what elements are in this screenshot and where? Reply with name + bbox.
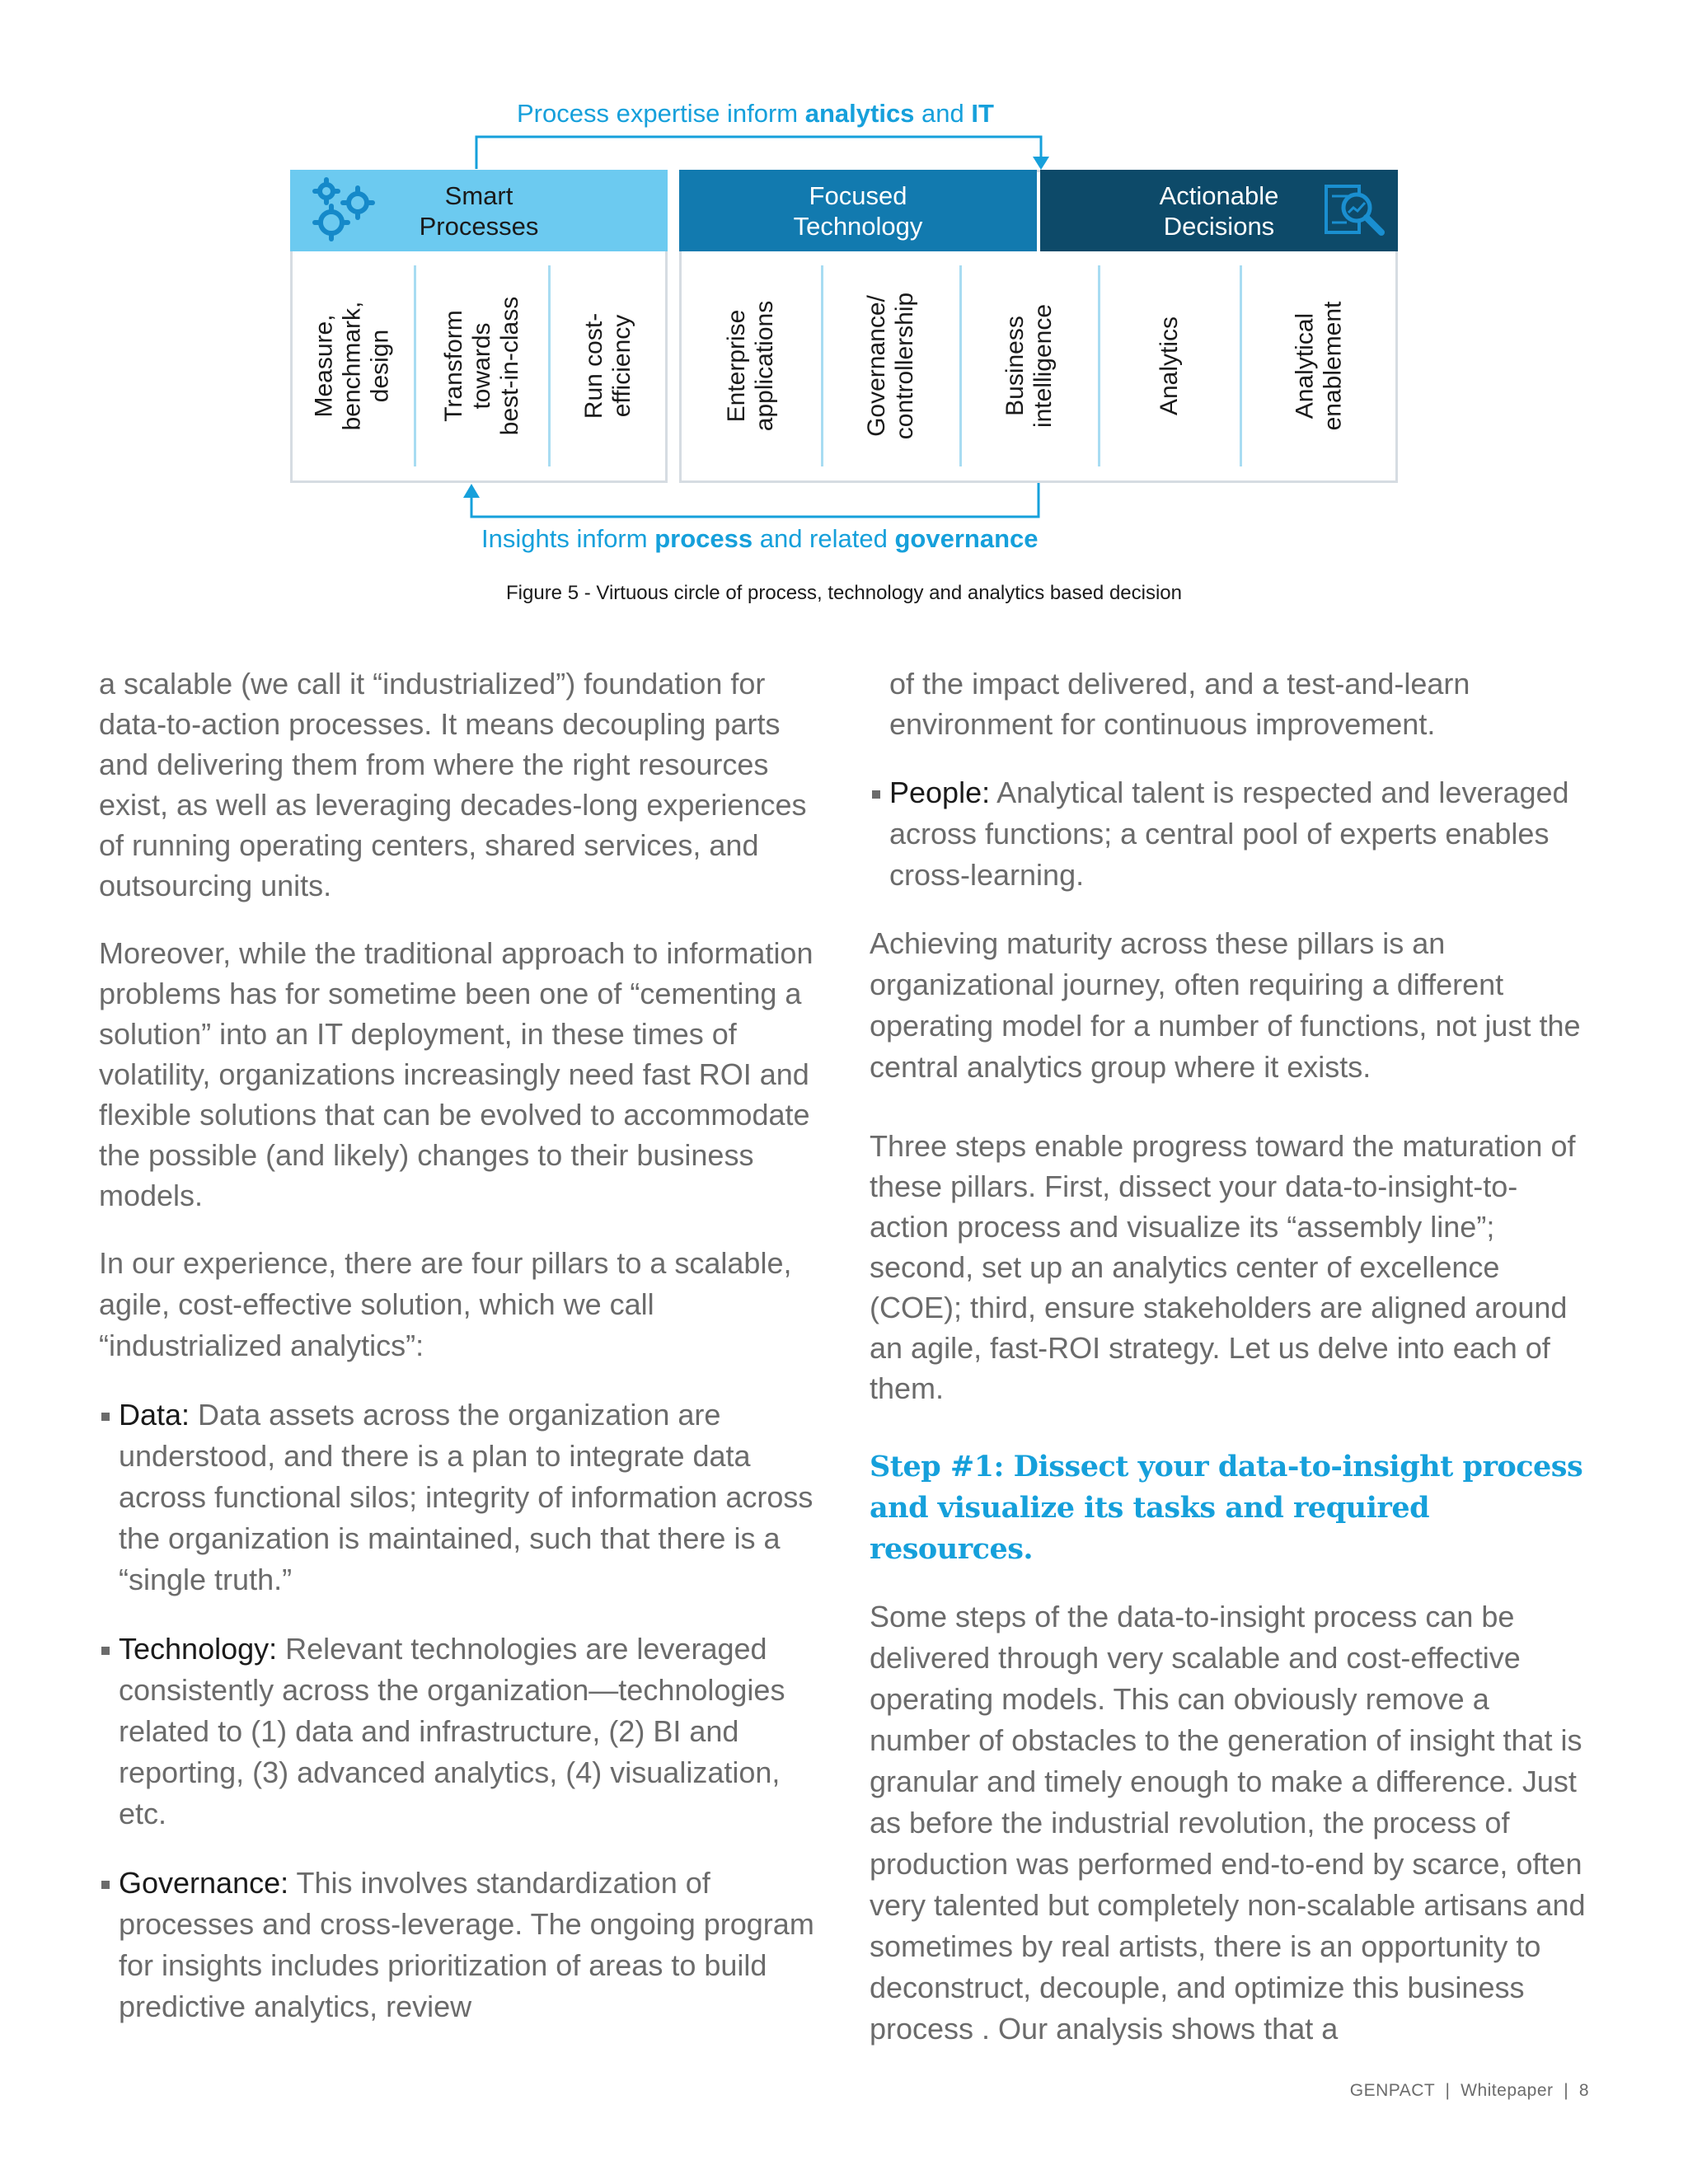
actionable-decisions-header: Actionable Decisions bbox=[1040, 170, 1398, 251]
paragraph-continued: of the impact delivered, and a test-and-learn environment for continuous improvement. bbox=[889, 667, 1470, 741]
paragraph: Moreover, while the traditional approach to information problems has for sometime been one of “cementing a solution” into an IT deployment, in these times of volatility, organizations increasingly need fast ROI and flexible solutions that can be evolved to accommodate the possible (and likely) changes to their business models. bbox=[99, 936, 814, 1212]
divider bbox=[414, 265, 416, 466]
bullet-text: Analytical talent is respected and leveraged across functions; a central pool of experts enables cross-learning. bbox=[889, 776, 1569, 892]
col-transform: Transform towards best-in-class bbox=[440, 296, 524, 436]
bullet-marker bbox=[101, 1647, 110, 1655]
bullet-marker bbox=[101, 1413, 110, 1421]
divider bbox=[1098, 265, 1100, 466]
bullet-data bbox=[99, 1394, 824, 1601]
bullet-term: Technology: bbox=[119, 1632, 278, 1666]
bullet-people bbox=[870, 772, 1595, 896]
col-measure: Measure, benchmark, design bbox=[310, 301, 393, 431]
col-analytical-enablement: Analytical enablement bbox=[1290, 301, 1346, 431]
smart-processes-header: Smart Processes bbox=[290, 170, 668, 251]
divider bbox=[959, 265, 962, 466]
paragraph: Achieving maturity across these pillars is an organizational journey, often requiring a different operating model for a number of functions, not just the central analytics group where it exists. bbox=[870, 926, 1581, 1084]
bullet-marker bbox=[101, 1881, 110, 1889]
bullet-technology bbox=[99, 1629, 824, 1835]
col-run-cost: Run cost- efficiency bbox=[579, 312, 635, 419]
figure-virtuous-circle bbox=[0, 0, 1688, 626]
bullet-governance bbox=[99, 1863, 824, 2027]
col-business-intelligence: Business intelligence bbox=[1001, 303, 1057, 429]
top-arrow-line bbox=[476, 137, 1041, 169]
col-analytics: Analytics bbox=[1155, 316, 1183, 416]
bullet-text: Relevant technologies are leveraged consistently across the organization—technologies related to (1) data and infrastructure, (2) BI and reporting, (3) advanced analytics, (4) visualization, etc. bbox=[119, 1632, 785, 1830]
bottom-arrow-head bbox=[463, 484, 480, 498]
bottom-arrow-line bbox=[471, 481, 1039, 517]
divider bbox=[821, 265, 823, 466]
paragraph: In our experience, there are four pillars to a scalable, agile, cost-effective solution, which we call “industrialized analytics”: bbox=[99, 1246, 792, 1362]
bottom-arrow-label: Insights inform process and related governance bbox=[481, 524, 1039, 553]
bullet-term: Governance: bbox=[119, 1866, 289, 1900]
paragraph: Three steps enable progress toward the maturation of these pillars. First, dissect your data-to-insight-to-action process and visualize its “assembly line”; second, set up an analytics center of excellence (COE); third, ensure stakeholders are aligned around an agile, fast-ROI strategy. Let us delve into each of them. bbox=[870, 1129, 1576, 1405]
bullet-marker bbox=[872, 790, 880, 799]
paragraph: Some steps of the data-to-insight process can be delivered through very scalable and cost-effective operating models. This can obviously remove a number of obstacles to the generation of insight that is granular and timely enough to make a difference. Just as before the industrial revolution, the process of production was performed end-to-end by scarce, often very talented but completely non-scalable artisans and sometimes by real artists, there is an opportunity to deconstruct, decouple, and optimize this business process . Our analysis shows that a bbox=[870, 1600, 1586, 2046]
figure-caption: Figure 5 - Virtuous circle of process, technology and analytics based decision bbox=[506, 582, 1182, 604]
col-governance-controllership: Governance/ controllership bbox=[863, 292, 919, 440]
bullet-term: People: bbox=[889, 776, 991, 809]
paragraph: a scalable (we call it “industrialized”) foundation for data-to-action processes. It means decoupling parts and delivering them from where the right resources exist, as well as leveraging decades-long experiences of running operating centers, shared services, and outsourcing units. bbox=[99, 667, 807, 902]
step-1-heading: Step #1: Dissect your data-to-insight process and visualize its tasks and required resources. bbox=[870, 1450, 1583, 1566]
gears-icon bbox=[310, 176, 376, 246]
bullet-term: Data: bbox=[119, 1398, 190, 1432]
top-arrow-head bbox=[1033, 157, 1049, 170]
right-column bbox=[870, 663, 1595, 2050]
divider bbox=[548, 265, 551, 466]
divider bbox=[1240, 265, 1242, 466]
page-footer: GENPACT | Whitepaper | 8 bbox=[1349, 2081, 1589, 2100]
left-column bbox=[99, 663, 824, 2027]
col-enterprise-applications: Enterprise applications bbox=[723, 300, 778, 432]
top-arrow-label: Process expertise inform analytics and IT bbox=[517, 99, 994, 128]
bullet-text: Data assets across the organization are understood, and there is a plan to integrate data across functional silos; integrity of information across the organization is maintained, such that there is a “single truth.” bbox=[119, 1398, 814, 1596]
report-magnifier-icon bbox=[1322, 180, 1388, 246]
bullet-text: This involves standardization of processes and cross-leverage. The ongoing program for insights includes prioritization of areas to build predictive analytics, review bbox=[119, 1866, 814, 2023]
focused-technology-header: Focused Technology bbox=[679, 170, 1037, 251]
